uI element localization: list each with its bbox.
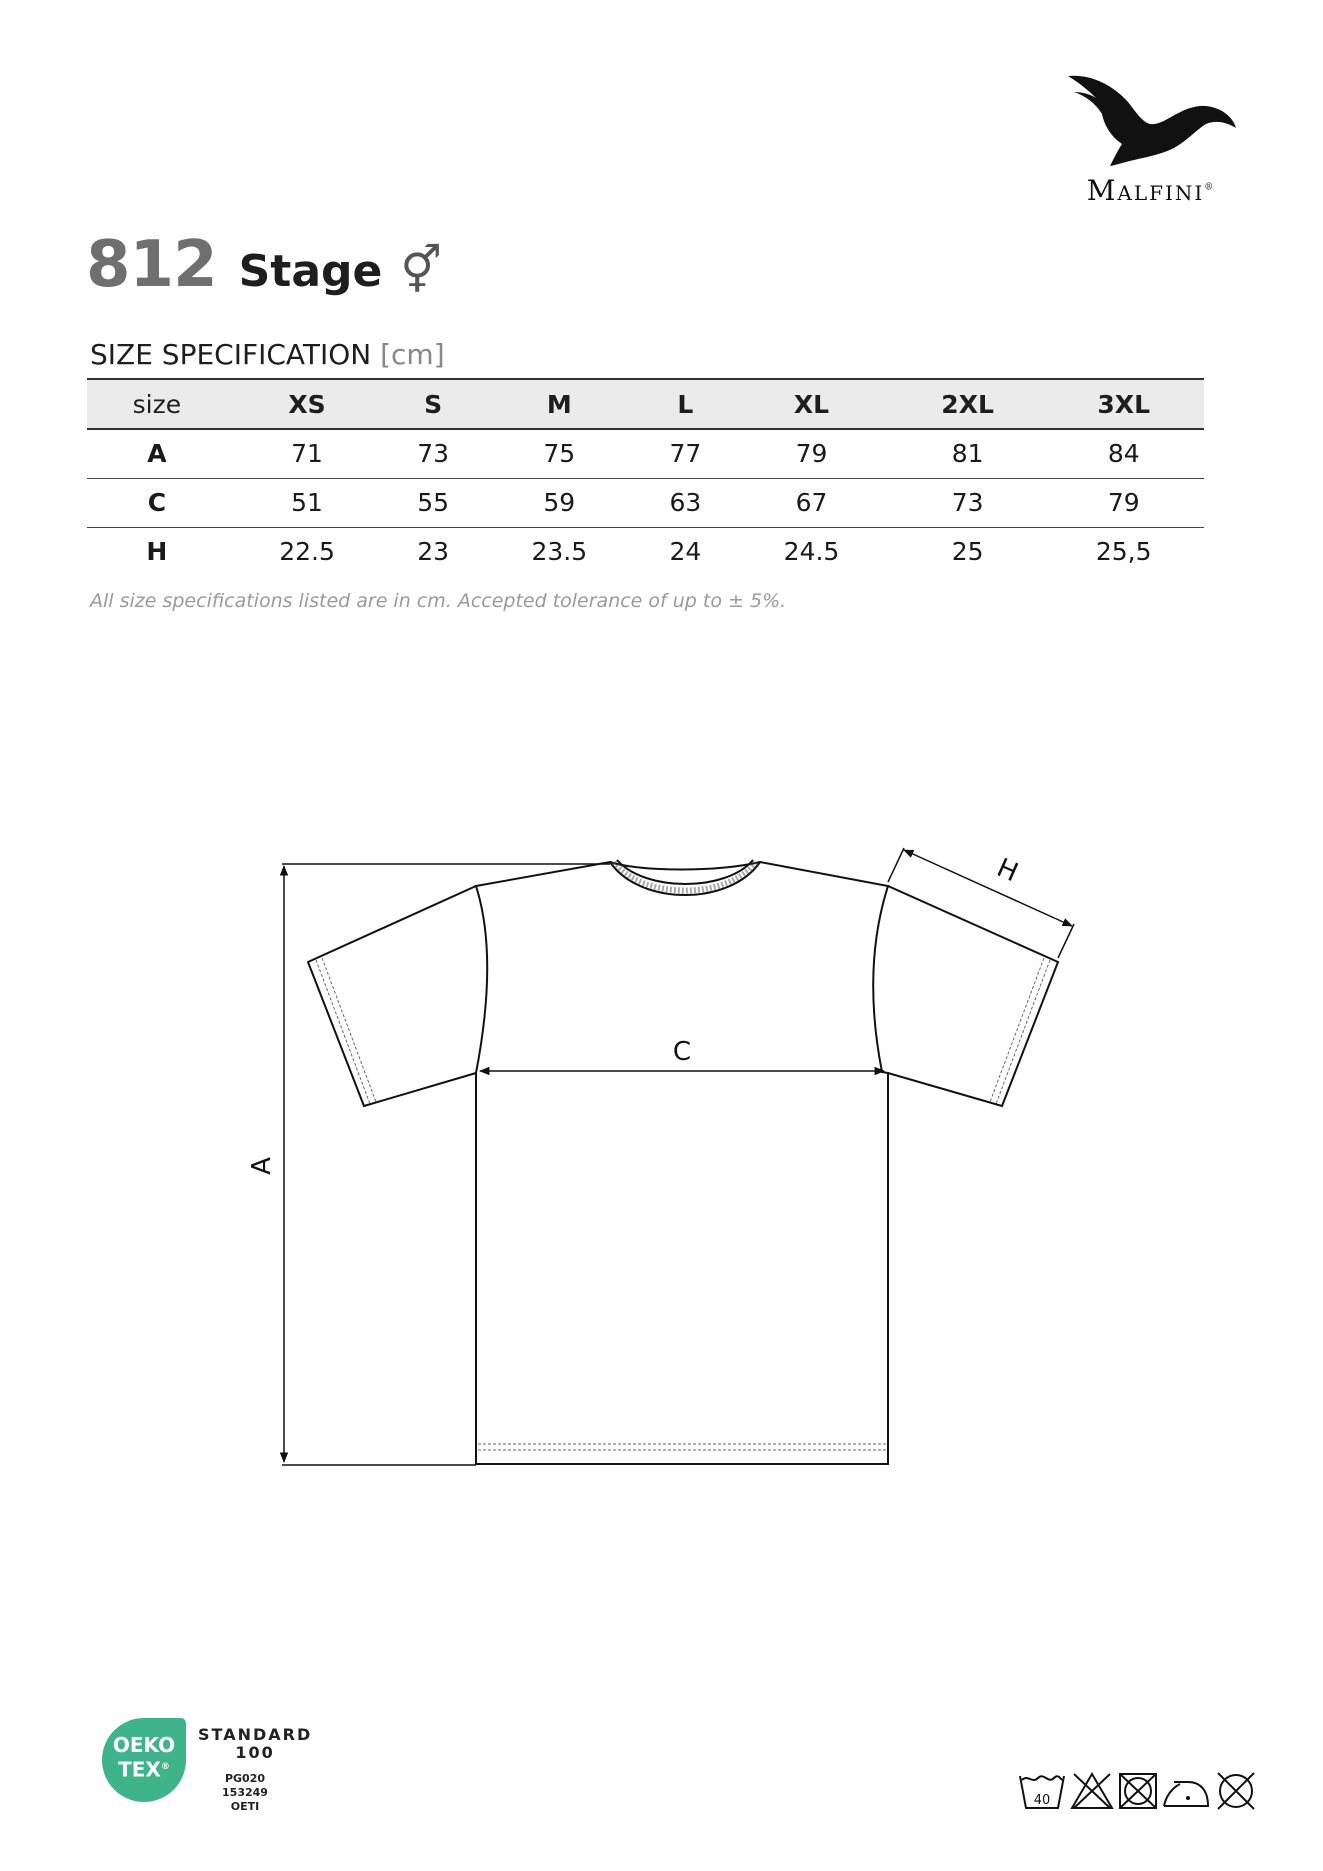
- product-code: 812: [86, 228, 217, 302]
- table-cell: 63: [669, 488, 702, 517]
- table-cell: 25: [951, 537, 984, 567]
- table-cell: 73: [951, 488, 984, 517]
- dimension-a: [282, 864, 610, 1465]
- size-column-header: XL: [793, 389, 830, 419]
- size-column-header: M: [546, 389, 572, 419]
- brand-wordmark: Malfini®: [1086, 174, 1214, 207]
- product-name: Stage: [238, 246, 383, 297]
- size-table: [87, 378, 1204, 576]
- no-dry-clean-icon: [1218, 1773, 1254, 1809]
- no-bleach-icon: [1072, 1774, 1112, 1808]
- dimension-h-label: H: [992, 853, 1023, 889]
- standard-number: 100: [235, 1743, 275, 1762]
- cert-number: PG020 153249: [222, 1772, 268, 1799]
- eagle-logo-icon: [1060, 70, 1240, 170]
- table-cell: 55: [417, 488, 450, 517]
- table-cell: 71: [291, 439, 323, 469]
- size-spec-unit: [cm]: [380, 338, 445, 371]
- size-header-label: size: [132, 389, 182, 419]
- standard-text: STANDARD: [198, 1725, 313, 1744]
- table-cell: 77: [669, 439, 702, 469]
- wash-40-icon: [1020, 1776, 1064, 1808]
- size-spec-heading: [90, 338, 445, 371]
- table-cell: 79: [795, 439, 828, 469]
- size-spec-title: SIZE SPECIFICATION: [90, 338, 372, 371]
- size-column-header: 2XL: [941, 389, 994, 419]
- size-header-row: [87, 379, 1204, 429]
- tshirt-diagram: [0, 820, 1323, 1500]
- dimension-h: [888, 848, 1074, 958]
- table-cell: 84: [1107, 439, 1140, 469]
- oeko-standard-label: [198, 1726, 312, 1762]
- table-row-h: [87, 527, 1204, 576]
- table-cell: 75: [543, 439, 576, 469]
- row-label: H: [146, 537, 168, 567]
- tex-line: TEX®: [118, 1757, 170, 1782]
- table-cell: 23.5: [531, 537, 588, 567]
- product-title: [86, 228, 442, 308]
- table-cell: 51: [291, 488, 323, 517]
- table-cell: 59: [543, 488, 576, 517]
- size-column-header: L: [677, 389, 694, 419]
- row-label: A: [147, 439, 167, 469]
- size-column-header: 3XL: [1097, 389, 1151, 419]
- table-row-c: [87, 478, 1204, 527]
- size-column-header: XS: [288, 389, 326, 419]
- oeko-tex-logo-text: [102, 1734, 186, 1781]
- no-tumble-dry-icon: [1120, 1774, 1156, 1808]
- row-label: C: [147, 488, 167, 517]
- tolerance-note: All size specifications listed are in cm. Accepted tolerance of up to ± 5%.: [90, 590, 787, 612]
- dimension-c-label: C: [672, 1037, 692, 1067]
- care-symbols: [1018, 1768, 1258, 1812]
- table-cell: 79: [1107, 488, 1140, 517]
- oeko-line: OEKO: [112, 1733, 176, 1757]
- oeko-cert-info: [204, 1772, 286, 1814]
- table-cell: 23: [417, 537, 450, 567]
- tshirt-outline: [308, 860, 1058, 1464]
- iron-low-icon: [1164, 1782, 1208, 1806]
- table-cell: 25,5: [1095, 537, 1152, 567]
- dimension-a-label: A: [247, 1157, 277, 1175]
- wash-temp: 40: [1033, 1793, 1051, 1808]
- table-row-a: [87, 429, 1204, 478]
- table-cell: 73: [417, 439, 450, 469]
- table-cell: 24: [669, 537, 702, 567]
- table-cell: 24.5: [783, 537, 840, 567]
- table-cell: 67: [795, 488, 828, 517]
- brand-logo: [1060, 70, 1240, 210]
- stitch-lines: [316, 958, 1050, 1450]
- size-column-header: S: [424, 389, 443, 419]
- table-cell: 22.5: [279, 537, 335, 567]
- table-cell: 81: [951, 439, 984, 469]
- cert-institute: OETI: [230, 1800, 260, 1813]
- unisex-icon: ⚥: [400, 243, 442, 297]
